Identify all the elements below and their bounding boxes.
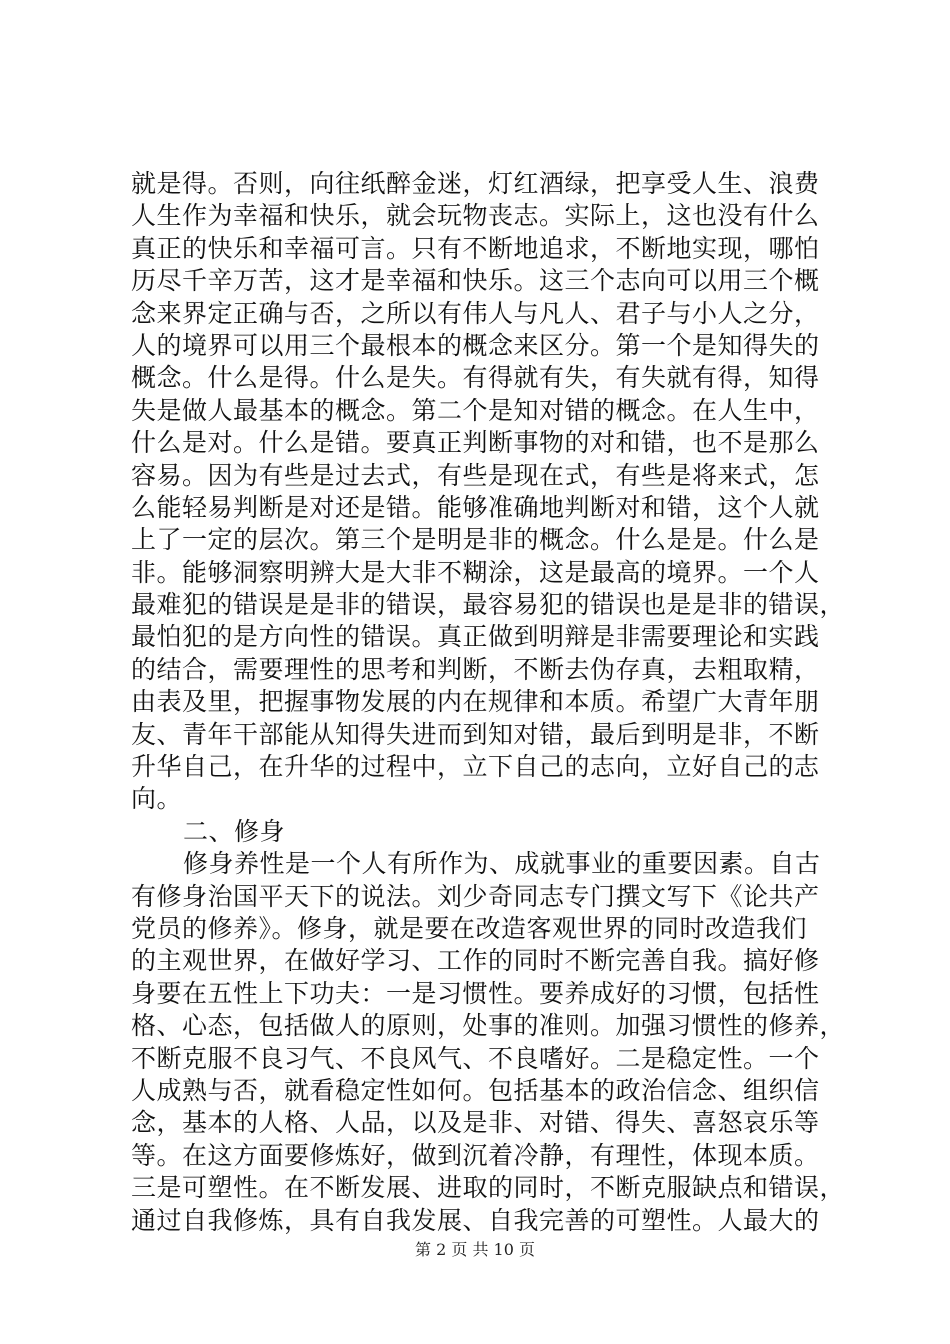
- text-line: 么能轻易判断是对还是错。能够准确地判断对和错，这个人就: [131, 492, 820, 522]
- text-line: 身要在五性上下功夫：一是习惯性。要养成好的习惯，包括性: [131, 978, 820, 1008]
- page-number-footer: 第 2 页 共 10 页: [415, 1240, 535, 1259]
- text-line: 真正的快乐和幸福可言。只有不断地追求，不断地实现，哪怕: [131, 233, 820, 263]
- text-line: 就是得。否则，向往纸醉金迷，灯红酒绿，把享受人生、浪费: [131, 169, 820, 198]
- text-line: 失是做人最基本的概念。第二个是知对错的概念。在人生中，: [131, 395, 820, 425]
- text-line: 概念。什么是得。什么是失。有得就有失，有失就有得，知得: [131, 363, 820, 393]
- text-line: 什么是对。什么是错。要真正判断事物的对和错，也不是那么: [131, 428, 820, 458]
- text-line: 念，基本的人格、人品，以及是非、对错、得失、喜怒哀乐等: [131, 1108, 820, 1138]
- text-line: 人成熟与否，就看稳定性如何。包括基本的政治信念、组织信: [131, 1075, 820, 1105]
- text-line: 不断克服不良习气、不良风气、不良嗜好。二是稳定性。一个: [131, 1043, 820, 1073]
- text-line: 有修身治国平天下的说法。刘少奇同志专门撰文写下《论共产: [131, 881, 820, 911]
- text-line: 的结合，需要理性的思考和判断，不断去伪存真，去粗取精，: [131, 654, 820, 684]
- text-line: 最难犯的错误是是非的错误，最容易犯的错误也是是非的错误，: [131, 590, 846, 620]
- text-line: 的主观世界，在做好学习、工作的同时不断完善自我。搞好修: [131, 946, 820, 976]
- text-line: 人的境界可以用三个最根本的概念来区分。第一个是知得失的: [131, 330, 820, 360]
- text-line: 通过自我修炼，具有自我发展、自我完善的可塑性。人最大的: [131, 1205, 820, 1235]
- text-line: 非。能够洞察明辨大是大非不糊涂，这是最高的境界。一个人: [131, 557, 820, 587]
- document-body: [131, 168, 846, 1237]
- text-line: 容易。因为有些是过去式，有些是现在式，有些是将来式，怎: [131, 460, 820, 490]
- text-line: 人生作为幸福和快乐，就会玩物丧志。实际上，这也没有什么: [131, 201, 820, 231]
- text-line: 升华自己，在升华的过程中，立下自己的志向，立好自己的志: [131, 752, 820, 782]
- text-line: 上了一定的层次。第三个是明是非的概念。什么是是。什么是: [131, 525, 820, 555]
- text-line: 由表及里，把握事物发展的内在规律和本质。希望广大青年朋: [131, 687, 820, 717]
- text-line: 历尽千辛万苦，这才是幸福和快乐。这三个志向可以用三个概: [131, 266, 820, 296]
- text-line: 念来界定正确与否，之所以有伟人与凡人、君子与小人之分，: [131, 298, 820, 328]
- text-line: 格、心态，包括做人的原则，处事的准则。加强习惯性的修养，: [131, 1011, 846, 1041]
- text-line: 最怕犯的是方向性的错误。真正做到明辩是非需要理论和实践: [131, 622, 820, 652]
- text-line: 向。: [131, 784, 183, 814]
- text-line: 三是可塑性。在不断发展、进取的同时，不断克服缺点和错误，: [131, 1173, 846, 1203]
- paragraph-first-line: 修身养性是一个人有所作为、成就事业的重要因素。自古: [183, 849, 821, 879]
- text-line: 友、青年干部能从知得失进而到知对错，最后到明是非，不断: [131, 719, 820, 749]
- text-line: 等。在这方面要修炼好，做到沉着冷静，有理性，体现本质。: [131, 1140, 820, 1170]
- text-line: 党员的修养》。修身，就是要在改造客观世界的同时改造我们: [131, 913, 808, 943]
- section-heading: 二、修身: [183, 816, 286, 846]
